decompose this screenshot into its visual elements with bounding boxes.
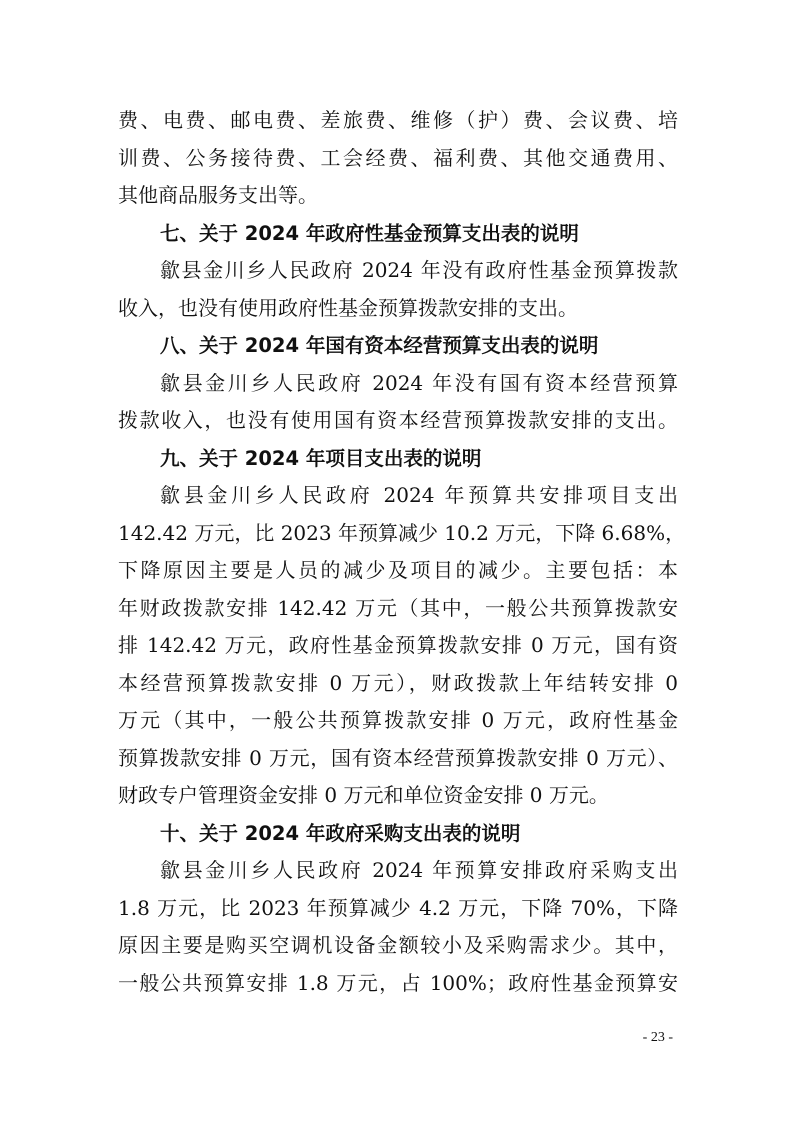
paragraph-line: 财政专户管理资金安排 0 万元和单位资金安排 0 万元。 xyxy=(118,783,609,807)
paragraph-line: 142.42 万元，比 2023 年预算减少 10.2 万元，下降 6.68%， xyxy=(118,520,686,545)
paragraph-line: 费、电费、邮电费、差旅费、维修（护）费、会议费、培 xyxy=(118,108,678,132)
section-heading-9: 九、关于 2024 年项目支出表的说明 xyxy=(160,446,482,470)
paragraph-line: 1.8 万元，比 2023 年预算减少 4.2 万元，下降 70%，下降 xyxy=(118,895,678,920)
section-heading-8: 八、关于 2024 年国有资本经营预算支出表的说明 xyxy=(160,334,599,357)
paragraph-line: 歙县金川乡人民政府 2024 年预算共安排项目支出 xyxy=(160,483,678,507)
paragraph-line: 下降原因主要是人员的减少及项目的减少。主要包括：本 xyxy=(118,558,678,582)
paragraph-line: 歙县金川乡人民政府 2024 年预算安排政府采购支出 xyxy=(160,858,678,882)
paragraph-line: 收入，也没有使用政府性基金预算拨款安排的支出。 xyxy=(118,295,578,320)
paragraph-line: 训费、公务接待费、工会经费、福利费、其他交通费用、 xyxy=(118,145,678,170)
paragraph-line: 歙县金川乡人民政府 2024 年没有政府性基金预算拨款 xyxy=(160,258,678,282)
paragraph-line: 拨款收入，也没有使用国有资本经营预算拨款安排的支出。 xyxy=(118,408,678,432)
section-heading-7: 七、关于 2024 年政府性基金预算支出表的说明 xyxy=(160,221,579,245)
paragraph-line: 年财政拨款安排 142.42 万元（其中，一般公共预算拨款安 xyxy=(118,595,678,620)
paragraph-line: 一般公共预算安排 1.8 万元，占 100%；政府性基金预算安 xyxy=(118,970,678,995)
document-body xyxy=(118,102,686,1002)
paragraph-line: 歙县金川乡人民政府 2024 年没有国有资本经营预算 xyxy=(160,370,678,395)
section-heading-10: 十、关于 2024 年政府采购支出表的说明 xyxy=(160,821,521,845)
paragraph-line: 万元（其中，一般公共预算拨款安排 0 万元，政府性基金 xyxy=(118,708,678,732)
paragraph-line: 排 142.42 万元，政府性基金预算拨款安排 0 万元，国有资 xyxy=(118,633,678,657)
paragraph-line: 其他商品服务支出等。 xyxy=(118,183,318,207)
paragraph-line: 预算拨款安排 0 万元，国有资本经营预算拨款安排 0 万元）、 xyxy=(118,745,678,770)
paragraph-line: 本经营预算拨款安排 0 万元），财政拨款上年结转安排 0 xyxy=(118,670,678,695)
page-number: - 23 - xyxy=(642,1030,673,1045)
paragraph-line: 原因主要是购买空调机设备金额较小及采购需求少。其中， xyxy=(118,933,678,957)
